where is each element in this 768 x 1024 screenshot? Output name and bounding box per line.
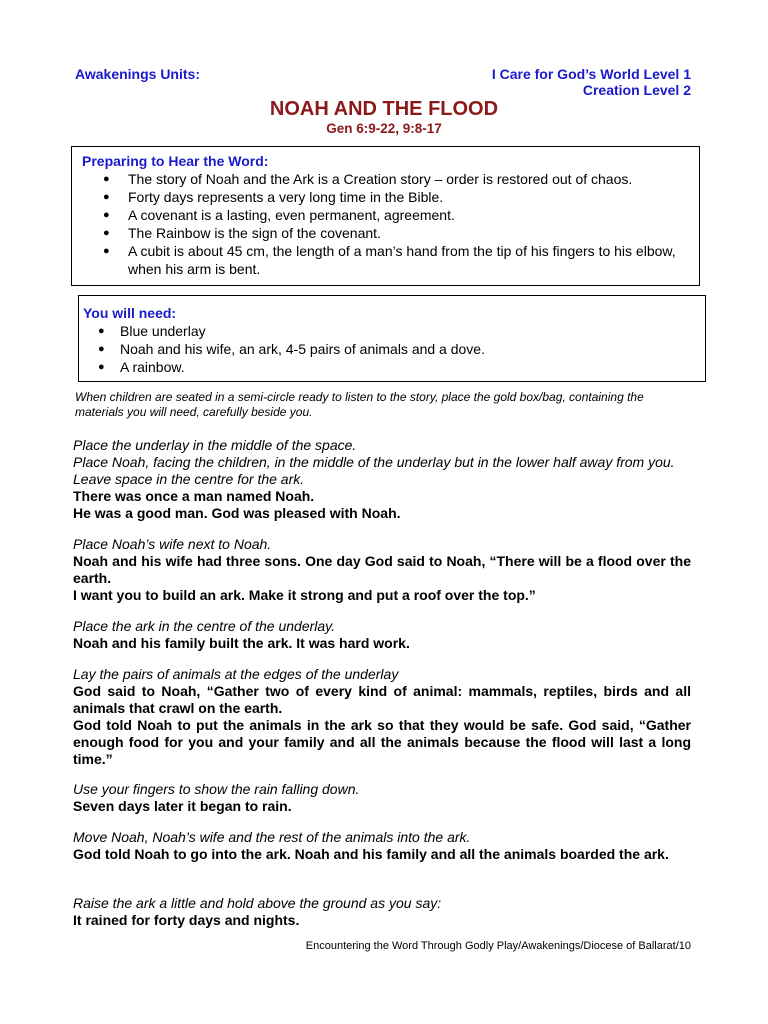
bullet-icon: ●: [103, 209, 110, 221]
list-item: ● A cubit is about 45 cm, the length of a man’s hand from the tip of his fingers to his elbow, when his arm is bent.: [103, 243, 676, 277]
list-item: ● The story of Noah and the Ark is a Creation story – order is restored out of chaos.: [103, 171, 633, 187]
list-item: ● The Rainbow is the sign of the covenant.: [103, 225, 381, 241]
bullet-icon: ●: [103, 245, 110, 257]
header-units-label: Awakenings Units:: [75, 66, 200, 82]
story-section-2: [73, 536, 691, 604]
list-item: ● Noah and his wife, an ark, 4-5 pairs of animals and a dove.: [98, 341, 485, 357]
list-item: ● A rainbow.: [98, 359, 185, 375]
story-text: I want you to build an ark. Make it strong and put a roof over the top.”: [73, 587, 536, 603]
bullet-icon: ●: [103, 191, 110, 203]
materials-list: [83, 322, 701, 376]
page-footer: Encountering the Word Through Godly Play/Awakenings/Diocese of Ballarat/10: [305, 940, 691, 952]
story-text: Noah and his family built the ark. It was hard work.: [73, 635, 410, 651]
header-levels: [492, 66, 691, 98]
instruction-text: Place the ark in the centre of the underlay.: [73, 618, 336, 634]
instruction-text: Place Noah, facing the children, in the middle of the underlay but in the lower half away from you. Leave space in the centre for the ark.: [73, 454, 675, 487]
scripture-reference: Gen 6:9-22, 9:8-17: [326, 121, 442, 136]
story-text: He was a good man. God was pleased with Noah.: [73, 505, 401, 521]
instruction-text: Place Noah’s wife next to Noah.: [73, 536, 272, 552]
instruction-text: Move Noah, Noah’s wife and the rest of the animals into the ark.: [73, 829, 471, 845]
story-section-6: [73, 829, 691, 863]
bullet-icon: ●: [98, 361, 105, 373]
story-section-3: [73, 618, 691, 652]
story-section-1: [73, 437, 691, 522]
bullet-icon: ●: [98, 325, 105, 337]
bullet-icon: ●: [98, 343, 105, 355]
story-text: God told Noah to put the animals in the ark so that they would be safe. God said, “Gather enough food for you and your family and all the animals because the flood will last a long time.”: [73, 717, 691, 767]
list-item: ● Forty days represents a very long time in the Bible.: [103, 189, 444, 205]
header-level-2: Creation Level 2: [582, 82, 691, 98]
story-text: Noah and his wife had three sons. One day God said to Noah, “There will be a flood over the earth.: [73, 553, 691, 586]
story-text: God told Noah to go into the ark. Noah and his family and all the animals boarded the ark.: [73, 846, 669, 862]
story-text: It rained for forty days and nights.: [73, 912, 300, 928]
bullet-icon: ●: [103, 173, 110, 185]
story-text: There was once a man named Noah.: [73, 488, 315, 504]
bullet-icon: ●: [103, 227, 110, 239]
instruction-text: Use your fingers to show the rain falling down.: [73, 781, 360, 797]
materials-box: [78, 295, 706, 382]
story-section-7: [73, 895, 691, 929]
header-level-1: I Care for God’s World Level 1: [491, 66, 691, 82]
story-text: God said to Noah, “Gather two of every kind of animal: mammals, reptiles, birds and all animals that crawl on the earth.: [73, 683, 691, 716]
intro-instruction: When children are seated in a semi-circle ready to listen to the story, place the gold box/bag, containing the materials you will need, carefully beside you.: [75, 390, 644, 419]
story-text: Seven days later it began to rain.: [73, 798, 292, 814]
instruction-text: Raise the ark a little and hold above the ground as you say:: [73, 895, 442, 911]
page-title: NOAH AND THE FLOOD: [269, 98, 499, 120]
story-section-4: [73, 666, 691, 768]
instruction-text: Lay the pairs of animals at the edges of the underlay: [73, 666, 399, 682]
preparing-list: [82, 170, 689, 278]
story-section-5: [73, 781, 691, 815]
list-item: ● Blue underlay: [98, 323, 206, 339]
preparing-heading: Preparing to Hear the Word:: [82, 153, 269, 169]
instruction-text: Place the underlay in the middle of the space.: [73, 437, 357, 453]
preparing-box: [71, 146, 700, 286]
materials-heading: You will need:: [83, 305, 177, 321]
list-item: ● A covenant is a lasting, even permanent, agreement.: [103, 207, 455, 223]
